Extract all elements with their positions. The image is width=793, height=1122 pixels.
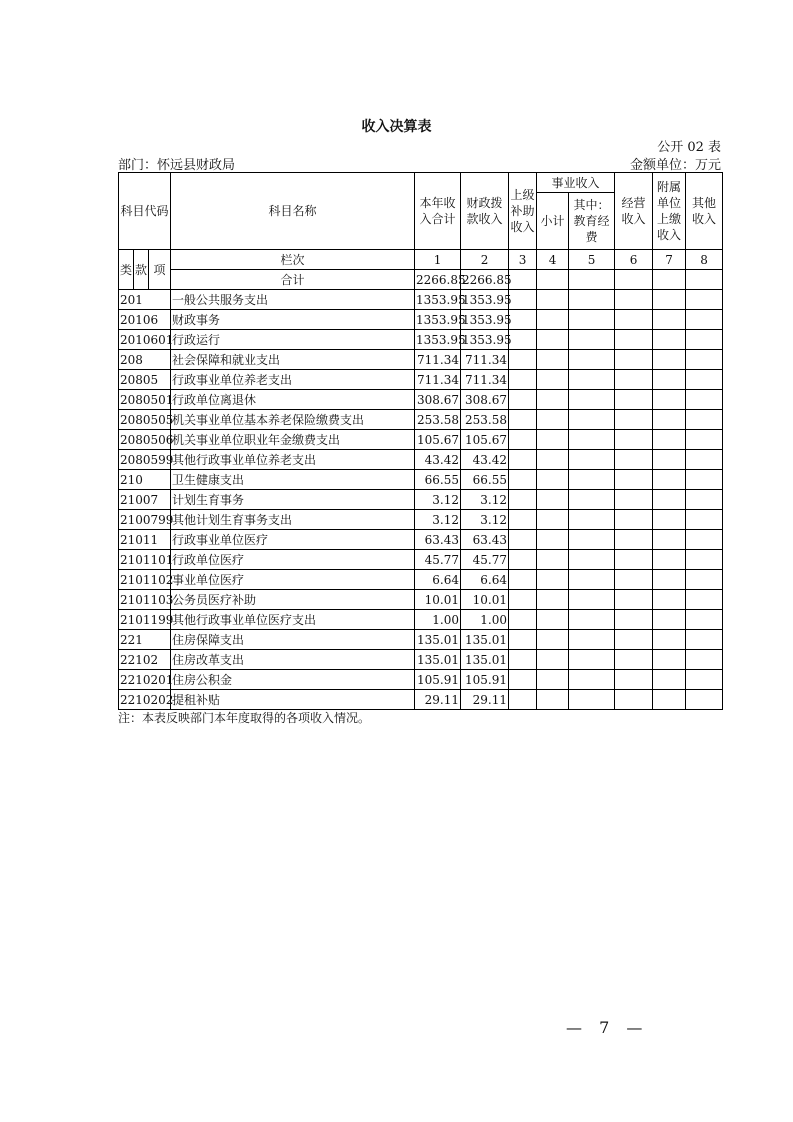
empty-cell — [537, 590, 569, 610]
subject-name: 其他计划生育事务支出 — [171, 510, 415, 530]
fiscal-value: 1353.95 — [461, 310, 509, 330]
empty-cell — [615, 630, 653, 650]
header-code: 科目代码 — [119, 173, 171, 250]
subject-name: 行政事业单位医疗 — [171, 530, 415, 550]
subject-code: 2080501 — [119, 390, 171, 410]
total-income-value: 105.67 — [415, 430, 461, 450]
total-income-value: 1.00 — [415, 610, 461, 630]
subject-code: 2080506 — [119, 430, 171, 450]
header-superior-subsidy: 上级补助收入 — [509, 173, 537, 250]
table-row — [119, 650, 723, 670]
fiscal-value: 10.01 — [461, 590, 509, 610]
subject-name: 住房改革支出 — [171, 650, 415, 670]
column-number: 2 — [461, 250, 509, 270]
empty-cell — [615, 550, 653, 570]
empty-cell — [537, 350, 569, 370]
column-number: 4 — [537, 250, 569, 270]
total-income-value: 1353.95 — [415, 290, 461, 310]
empty-cell — [686, 450, 723, 470]
empty-cell — [509, 410, 537, 430]
empty-cell — [653, 490, 686, 510]
fiscal-value: 711.34 — [461, 370, 509, 390]
fiscal-value: 3.12 — [461, 490, 509, 510]
subject-code: 2101199 — [119, 610, 171, 630]
empty-cell — [509, 530, 537, 550]
subject-code: 21011 — [119, 530, 171, 550]
total-label: 合计 — [171, 270, 415, 290]
table-row — [119, 310, 723, 330]
empty-cell — [537, 610, 569, 630]
total-income-value: 135.01 — [415, 650, 461, 670]
amount-unit-label: 金额单位：万元 — [629, 158, 721, 173]
header-education-fee: 其中：教育经费 — [569, 193, 615, 250]
empty-cell — [537, 530, 569, 550]
empty-cell — [653, 290, 686, 310]
empty-cell — [537, 370, 569, 390]
empty-cell — [569, 330, 615, 350]
empty-cell — [509, 370, 537, 390]
empty-cell — [653, 670, 686, 690]
page-title: 收入决算表 — [361, 119, 432, 135]
empty-cell — [509, 330, 537, 350]
empty-cell — [615, 470, 653, 490]
table-row — [119, 490, 723, 510]
header-subtotal: 小计 — [537, 193, 569, 250]
subject-name: 提租补贴 — [171, 690, 415, 710]
table-note: 注：本表反映部门本年度取得的各项收入情况。 — [118, 711, 371, 725]
empty-cell — [653, 530, 686, 550]
form-number: 公开 02 表 — [657, 140, 721, 155]
empty-cell — [686, 390, 723, 410]
empty-cell — [509, 610, 537, 630]
empty-cell — [537, 450, 569, 470]
total-income-value: 1353.95 — [415, 330, 461, 350]
empty-cell — [686, 650, 723, 670]
empty-cell — [653, 590, 686, 610]
table-row — [119, 690, 723, 710]
total-income-value: 66.55 — [415, 470, 461, 490]
empty-cell — [615, 390, 653, 410]
subject-name: 住房保障支出 — [171, 630, 415, 650]
total-income-value: 308.67 — [415, 390, 461, 410]
empty-cell — [569, 370, 615, 390]
empty-cell — [615, 310, 653, 330]
empty-cell — [569, 630, 615, 650]
subject-code: 2210202 — [119, 690, 171, 710]
empty-cell — [509, 590, 537, 610]
fiscal-value: 63.43 — [461, 530, 509, 550]
empty-cell — [537, 310, 569, 330]
header-kuan: 款 — [134, 250, 149, 290]
fiscal-value: 135.01 — [461, 650, 509, 670]
subject-name: 行政运行 — [171, 330, 415, 350]
table-row — [119, 330, 723, 350]
total-income-value: 135.01 — [415, 630, 461, 650]
page-number: — 7 — — [566, 1018, 649, 1037]
table-row — [119, 430, 723, 450]
empty-cell — [615, 610, 653, 630]
table-row — [119, 390, 723, 410]
subject-code: 20805 — [119, 370, 171, 390]
total-income-value: 711.34 — [415, 370, 461, 390]
empty-cell — [686, 530, 723, 550]
empty-cell — [509, 450, 537, 470]
fiscal-value: 43.42 — [461, 450, 509, 470]
empty-cell — [509, 290, 537, 310]
empty-cell — [569, 670, 615, 690]
column-number: 6 — [615, 250, 653, 270]
header-fiscal: 财政拨款收入 — [461, 173, 509, 250]
empty-cell — [653, 550, 686, 570]
empty-cell — [569, 570, 615, 590]
empty-cell — [569, 510, 615, 530]
subject-name: 行政单位医疗 — [171, 550, 415, 570]
total-income-value: 6.64 — [415, 570, 461, 590]
subject-name: 公务员医疗补助 — [171, 590, 415, 610]
table-row — [119, 630, 723, 650]
column-number: 1 — [415, 250, 461, 270]
empty-cell — [569, 410, 615, 430]
subject-code: 21007 — [119, 490, 171, 510]
empty-cell — [686, 630, 723, 650]
empty-cell — [653, 630, 686, 650]
empty-cell — [653, 690, 686, 710]
total-income-value: 45.77 — [415, 550, 461, 570]
subject-code: 2080505 — [119, 410, 171, 430]
empty-cell — [569, 390, 615, 410]
empty-cell — [569, 490, 615, 510]
empty-cell — [615, 430, 653, 450]
empty-cell — [537, 490, 569, 510]
empty-cell — [569, 590, 615, 610]
fiscal-value: 66.55 — [461, 470, 509, 490]
header-operating: 经营收入 — [615, 173, 653, 250]
empty-cell — [509, 470, 537, 490]
empty-cell — [569, 470, 615, 490]
empty-cell — [686, 350, 723, 370]
total-row — [119, 270, 723, 290]
fiscal-value: 308.67 — [461, 390, 509, 410]
empty-cell — [537, 510, 569, 530]
empty-cell — [509, 670, 537, 690]
column-number: 5 — [569, 250, 615, 270]
subject-code: 208 — [119, 350, 171, 370]
empty-cell — [653, 510, 686, 530]
empty-cell — [615, 350, 653, 370]
empty-cell — [569, 650, 615, 670]
header-business-income: 事业收入 — [537, 173, 615, 193]
empty-cell — [653, 450, 686, 470]
table-row — [119, 610, 723, 630]
subject-name: 机关事业单位基本养老保险缴费支出 — [171, 410, 415, 430]
total-income-value: 711.34 — [415, 350, 461, 370]
empty-cell — [615, 450, 653, 470]
empty-cell — [615, 650, 653, 670]
empty-cell — [686, 590, 723, 610]
empty-cell — [653, 330, 686, 350]
table-row — [119, 450, 723, 470]
table-row — [119, 550, 723, 570]
subject-code: 2101102 — [119, 570, 171, 590]
subject-code: 2010601 — [119, 330, 171, 350]
empty-cell — [686, 430, 723, 450]
subject-name: 机关事业单位职业年金缴费支出 — [171, 430, 415, 450]
table-row — [119, 370, 723, 390]
empty-cell — [569, 310, 615, 330]
total-fiscal: 2266.85 — [461, 270, 509, 290]
total-amount: 2266.85 — [415, 270, 461, 290]
empty-cell — [653, 410, 686, 430]
subject-name: 计划生育事务 — [171, 490, 415, 510]
empty-cell — [653, 570, 686, 590]
empty-cell — [686, 610, 723, 630]
header-lei: 类 — [119, 250, 134, 290]
empty-cell — [537, 390, 569, 410]
empty-cell — [686, 510, 723, 530]
empty-cell — [537, 470, 569, 490]
empty-cell — [686, 310, 723, 330]
table-row — [119, 530, 723, 550]
empty-cell — [509, 650, 537, 670]
subject-name: 卫生健康支出 — [171, 470, 415, 490]
header-name: 科目名称 — [171, 173, 415, 250]
empty-cell — [537, 690, 569, 710]
empty-cell — [653, 430, 686, 450]
subject-name: 行政单位离退休 — [171, 390, 415, 410]
subject-code: 2101101 — [119, 550, 171, 570]
subject-code: 2100799 — [119, 510, 171, 530]
empty-cell — [686, 290, 723, 310]
empty-cell — [509, 350, 537, 370]
total-income-value: 63.43 — [415, 530, 461, 550]
empty-cell — [537, 550, 569, 570]
empty-cell — [686, 690, 723, 710]
empty-cell — [569, 530, 615, 550]
total-income-value: 29.11 — [415, 690, 461, 710]
subject-name: 其他行政事业单位养老支出 — [171, 450, 415, 470]
empty-cell — [615, 490, 653, 510]
empty-cell — [615, 530, 653, 550]
total-income-value: 3.12 — [415, 510, 461, 530]
subject-code: 2080599 — [119, 450, 171, 470]
column-number: 3 — [509, 250, 537, 270]
subject-code: 201 — [119, 290, 171, 310]
empty-cell — [509, 310, 537, 330]
subject-code: 2210201 — [119, 670, 171, 690]
empty-cell — [569, 430, 615, 450]
empty-cell — [615, 690, 653, 710]
fiscal-value: 1353.95 — [461, 290, 509, 310]
empty-cell — [509, 690, 537, 710]
total-income-value: 253.58 — [415, 410, 461, 430]
empty-cell — [686, 550, 723, 570]
table-row — [119, 290, 723, 310]
header-xiang: 项 — [149, 250, 171, 290]
subject-code: 210 — [119, 470, 171, 490]
table-row — [119, 590, 723, 610]
empty-cell — [537, 570, 569, 590]
empty-cell — [653, 350, 686, 370]
empty-cell — [615, 330, 653, 350]
empty-cell — [569, 550, 615, 570]
fiscal-value: 1353.95 — [461, 330, 509, 350]
fiscal-value: 3.12 — [461, 510, 509, 530]
table-row — [119, 510, 723, 530]
empty-cell — [537, 410, 569, 430]
empty-cell — [653, 370, 686, 390]
total-income-value: 105.91 — [415, 670, 461, 690]
fiscal-value: 253.58 — [461, 410, 509, 430]
subject-name: 住房公积金 — [171, 670, 415, 690]
empty-cell — [615, 590, 653, 610]
empty-cell — [509, 490, 537, 510]
fiscal-value: 29.11 — [461, 690, 509, 710]
empty-cell — [537, 330, 569, 350]
table-row — [119, 570, 723, 590]
empty-cell — [615, 570, 653, 590]
table-row — [119, 350, 723, 370]
total-income-value: 1353.95 — [415, 310, 461, 330]
table-row — [119, 670, 723, 690]
empty-cell — [509, 510, 537, 530]
subject-name: 财政事务 — [171, 310, 415, 330]
empty-cell — [537, 290, 569, 310]
header-total-income: 本年收入合计 — [415, 173, 461, 250]
header-other: 其他收入 — [686, 173, 723, 250]
empty-cell — [653, 470, 686, 490]
empty-cell — [537, 670, 569, 690]
empty-cell — [615, 370, 653, 390]
empty-cell — [509, 570, 537, 590]
header-lanci: 栏次 — [171, 250, 415, 270]
empty-cell — [653, 650, 686, 670]
empty-cell — [615, 510, 653, 530]
empty-cell — [569, 450, 615, 470]
fiscal-value: 45.77 — [461, 550, 509, 570]
subject-code: 22102 — [119, 650, 171, 670]
empty-cell — [615, 410, 653, 430]
department-label: 部门：怀远县财政局 — [118, 158, 236, 173]
column-number: 8 — [686, 250, 723, 270]
subject-name: 社会保障和就业支出 — [171, 350, 415, 370]
fiscal-value: 105.91 — [461, 670, 509, 690]
subject-name: 行政事业单位养老支出 — [171, 370, 415, 390]
column-number: 7 — [653, 250, 686, 270]
fiscal-value: 135.01 — [461, 630, 509, 650]
empty-cell — [509, 430, 537, 450]
empty-cell — [653, 310, 686, 330]
empty-cell — [653, 390, 686, 410]
empty-cell — [686, 330, 723, 350]
header-affiliated: 附属单位上缴收入 — [653, 173, 686, 250]
subject-name: 事业单位医疗 — [171, 570, 415, 590]
empty-cell — [686, 670, 723, 690]
empty-cell — [615, 290, 653, 310]
subject-name: 一般公共服务支出 — [171, 290, 415, 310]
empty-cell — [569, 690, 615, 710]
empty-cell — [569, 290, 615, 310]
empty-cell — [509, 390, 537, 410]
empty-cell — [615, 670, 653, 690]
total-income-value: 3.12 — [415, 490, 461, 510]
fiscal-value: 105.67 — [461, 430, 509, 450]
empty-cell — [686, 410, 723, 430]
empty-cell — [509, 550, 537, 570]
table-row — [119, 470, 723, 490]
subject-name: 其他行政事业单位医疗支出 — [171, 610, 415, 630]
empty-cell — [569, 350, 615, 370]
fiscal-value: 711.34 — [461, 350, 509, 370]
empty-cell — [537, 650, 569, 670]
fiscal-value: 6.64 — [461, 570, 509, 590]
empty-cell — [509, 630, 537, 650]
subject-code: 20106 — [119, 310, 171, 330]
empty-cell — [686, 370, 723, 390]
empty-cell — [537, 430, 569, 450]
total-income-value: 43.42 — [415, 450, 461, 470]
empty-cell — [569, 610, 615, 630]
empty-cell — [653, 610, 686, 630]
empty-cell — [686, 490, 723, 510]
total-income-value: 10.01 — [415, 590, 461, 610]
table-row — [119, 410, 723, 430]
empty-cell — [686, 470, 723, 490]
fiscal-value: 1.00 — [461, 610, 509, 630]
subject-code: 221 — [119, 630, 171, 650]
subject-code: 2101103 — [119, 590, 171, 610]
empty-cell — [686, 570, 723, 590]
income-table — [118, 172, 723, 710]
empty-cell — [537, 630, 569, 650]
